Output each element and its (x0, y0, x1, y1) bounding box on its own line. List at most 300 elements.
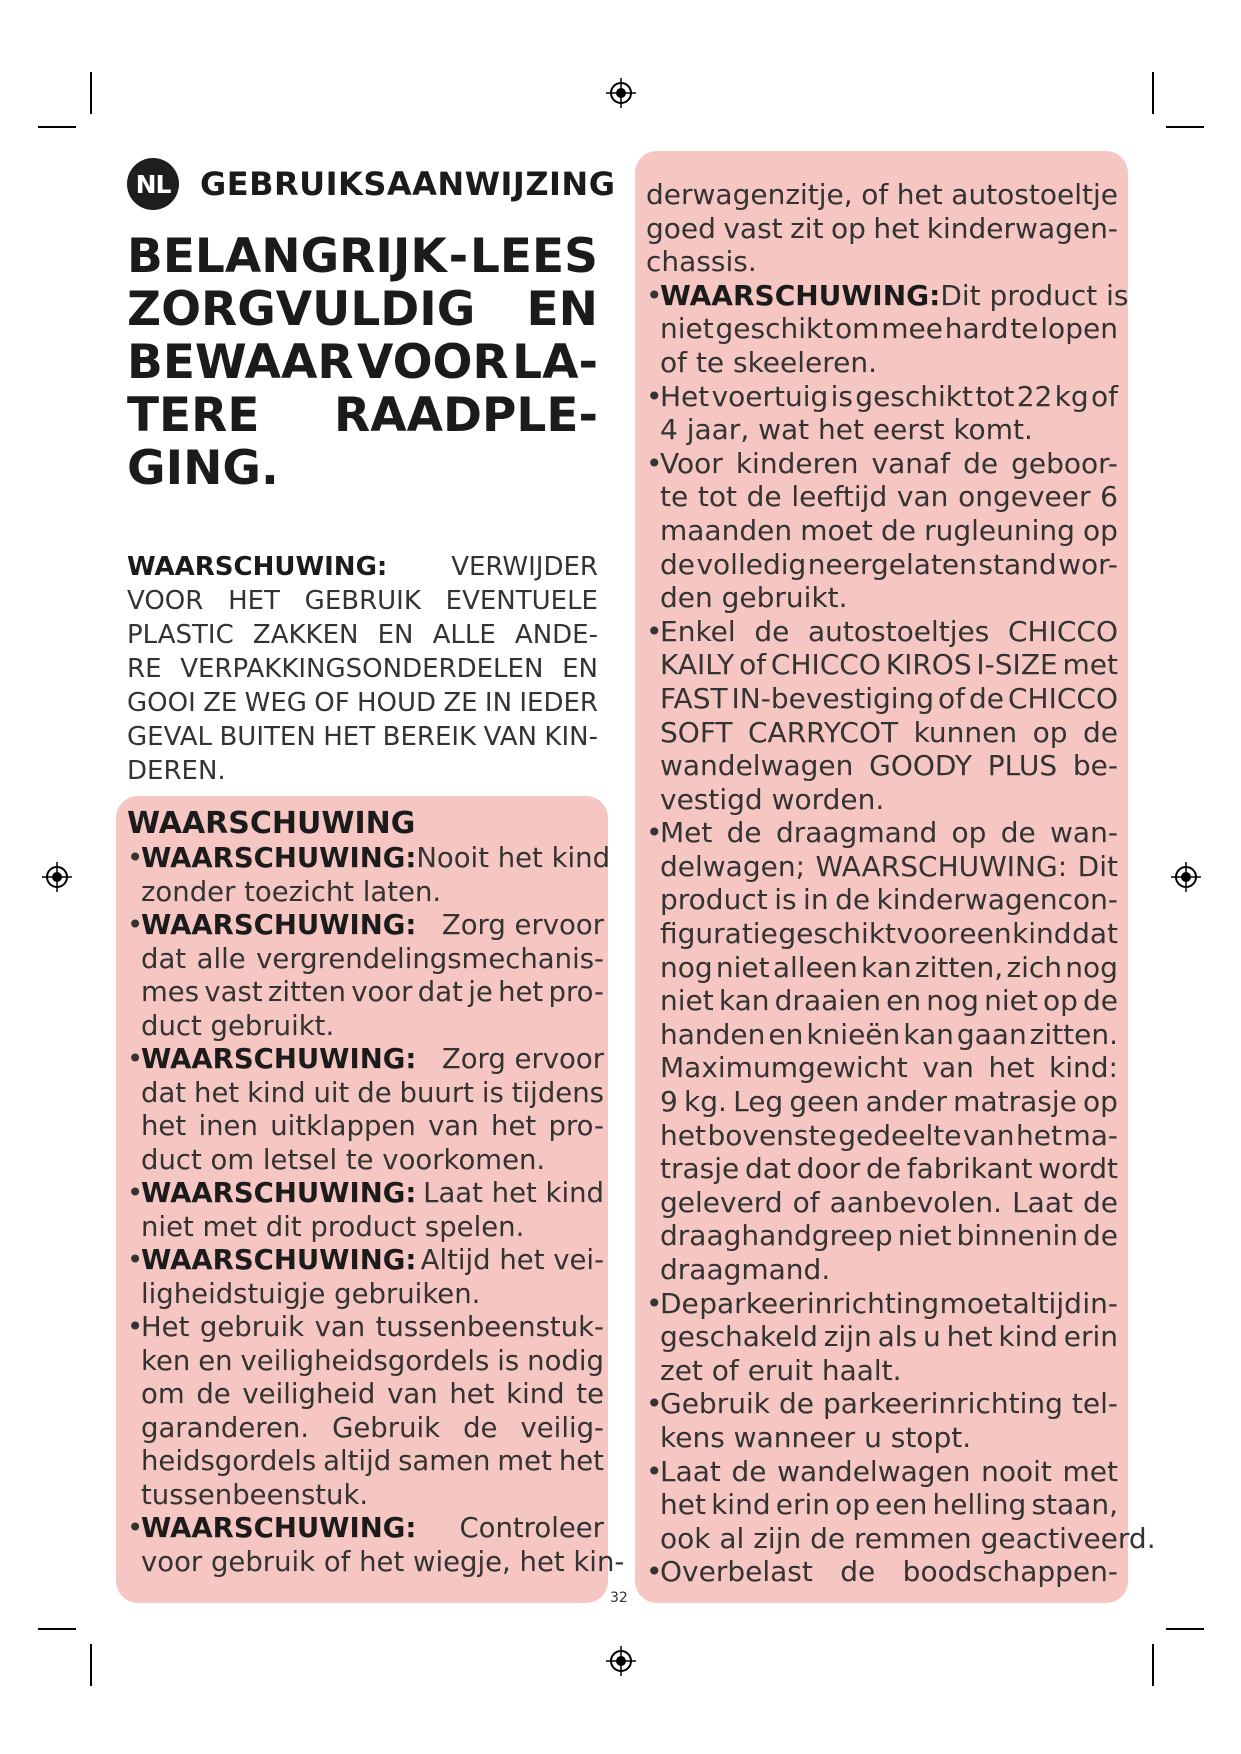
word: draaien (774, 984, 882, 1018)
word: kind (1012, 917, 1072, 951)
word: tijdens (511, 1076, 604, 1109)
word: de (778, 1387, 814, 1421)
word: IN-bevestiging (731, 681, 935, 715)
word: op (1083, 513, 1118, 547)
word: gaan (956, 1017, 1027, 1051)
word: het (896, 178, 943, 211)
word: het (660, 1118, 706, 1152)
word: EN (377, 620, 414, 650)
text-line (127, 584, 598, 618)
word: nog (1065, 950, 1118, 984)
text-line (660, 1018, 1118, 1052)
word: te (576, 1378, 604, 1410)
list-item (127, 909, 604, 1043)
text-line: 4 jaar, wat het eerst komt. (660, 413, 1033, 447)
item-text: Nooit het kind (416, 842, 611, 874)
word: het (1015, 1118, 1062, 1152)
word: op (831, 211, 866, 245)
word: bovenste (707, 1118, 837, 1152)
word: CHICCO (1007, 681, 1118, 715)
word: het (194, 1076, 240, 1109)
word: HET (228, 586, 280, 616)
word: zitten, (914, 950, 1004, 984)
word: product (660, 883, 768, 917)
text-line (646, 178, 1118, 212)
word: in- (1082, 1286, 1118, 1320)
list-item (646, 447, 1118, 615)
word: en (886, 984, 922, 1018)
word: CHICCO (1007, 614, 1118, 648)
word: ander (865, 1085, 947, 1119)
text-line (141, 1412, 604, 1446)
word: hard (944, 312, 1009, 346)
text-line (141, 1445, 604, 1479)
word: in (803, 883, 829, 917)
word: mee (881, 312, 943, 346)
word: ma- (1063, 1118, 1118, 1152)
text-line (141, 976, 604, 1010)
word: staan, (1031, 1488, 1118, 1522)
word: wandelwagen (777, 1454, 971, 1488)
text-line (141, 1311, 604, 1345)
word: nog (660, 950, 713, 984)
word: kg (1054, 379, 1089, 413)
word: buurt (399, 1076, 474, 1109)
word: be- (1072, 749, 1118, 783)
item-text: Controleer (459, 1512, 604, 1544)
text-line (660, 883, 1118, 917)
word: GEVAL (127, 722, 212, 752)
word: figuratie (660, 917, 778, 951)
word: of (739, 648, 767, 682)
heading-line (127, 283, 598, 336)
word: u (922, 1320, 941, 1354)
warning-intro (127, 550, 598, 788)
word: de (660, 547, 695, 581)
word: nodig (527, 1344, 604, 1377)
text-line: of te skeeleren. (660, 345, 878, 379)
word: het (449, 1378, 495, 1410)
text-line: kens wanneer u stopt. (660, 1420, 972, 1454)
text-line: niet met dit product spelen. (141, 1210, 525, 1243)
word: van (896, 480, 949, 514)
warning-heading: WAARSCHUWING (127, 806, 416, 841)
word: erin (775, 1488, 830, 1522)
word: ALLE (432, 620, 496, 650)
word: kan (903, 1017, 954, 1051)
list-item (646, 1454, 1156, 1556)
crop-mark (1166, 1628, 1204, 1630)
text-line: den gebruikt. (660, 581, 848, 615)
word: derwagenzitje, (646, 178, 853, 211)
word: vanaf (871, 446, 950, 480)
registration-mark-icon (606, 1646, 636, 1676)
word: erin (1063, 1320, 1118, 1354)
text-line (660, 716, 1118, 750)
warning-label: • WAARSCHUWING: (141, 1177, 417, 1209)
word: boodschappen- (902, 1555, 1118, 1589)
text-line (660, 682, 1118, 716)
word: parkeerinrichting (823, 1387, 1063, 1421)
word: • Enkel (660, 614, 736, 648)
word: veiligheidsgordels (240, 1344, 490, 1377)
text-line: ligheidstuigje gebruiken. (141, 1277, 481, 1310)
word: EN (562, 654, 598, 684)
word: of (792, 1185, 820, 1219)
word: draaghandgreep (660, 1219, 893, 1253)
word: kind (506, 1378, 565, 1410)
text-line (660, 480, 1118, 514)
text-line (141, 1378, 604, 1412)
text-line (660, 1287, 1118, 1321)
word: VAN (483, 722, 537, 752)
word: • Het (141, 1311, 190, 1343)
language-badge: NL (127, 158, 179, 210)
word: WAARSCHUWING: (815, 849, 1068, 883)
crop-mark (38, 126, 76, 128)
word: het (491, 1110, 537, 1142)
word: • Laat (660, 1454, 721, 1488)
word: neergelaten (807, 547, 977, 581)
list-item (646, 380, 1118, 447)
text-line (646, 212, 1118, 246)
word: zich (1006, 950, 1063, 984)
text-line (660, 984, 1118, 1018)
word: CARRYCOT (748, 715, 899, 749)
word: helling (932, 1488, 1027, 1522)
heading-line (127, 442, 598, 495)
word: zitten. (1029, 1017, 1118, 1051)
word: GEBRUIK (304, 586, 421, 616)
text-line (141, 1177, 604, 1211)
heading-line (127, 230, 598, 283)
word: geleverd (660, 1185, 783, 1219)
word: niet (660, 984, 714, 1018)
list-item (127, 842, 611, 909)
word: volledig (696, 547, 807, 581)
word: een (959, 917, 1012, 951)
word: fabrikant (906, 1152, 1033, 1186)
right-column-text (646, 178, 1156, 1589)
word: dat (745, 1152, 791, 1186)
heading-word: BELANGRIJK (127, 229, 447, 284)
word: ANDE- (514, 620, 598, 650)
word: of (938, 681, 966, 715)
word: CHICCO (770, 648, 881, 682)
word: VOOR (127, 586, 204, 616)
word: BUITEN (219, 722, 316, 752)
word: PLASTIC (127, 620, 234, 650)
text-line (660, 1387, 1118, 1421)
word: de (963, 446, 999, 480)
word: Leg (733, 1085, 784, 1119)
word: maanden (660, 513, 793, 547)
word: veilig- (520, 1411, 604, 1444)
word: geschakeld (660, 1320, 818, 1354)
word: de (731, 1454, 767, 1488)
word: stand (978, 547, 1057, 581)
crop-mark (38, 1628, 76, 1630)
word: en (768, 1017, 804, 1051)
text-line (660, 1119, 1118, 1153)
crop-mark (1152, 72, 1154, 114)
word: de (196, 1378, 231, 1410)
text-line (127, 618, 598, 652)
word: niet (715, 950, 770, 984)
word: voor (351, 976, 413, 1008)
text-line (141, 1110, 604, 1144)
word: EVENTUELE (445, 586, 598, 616)
word: zitten (267, 976, 346, 1008)
heading-word: - (448, 229, 469, 284)
text-line (660, 951, 1118, 985)
text-line (127, 652, 598, 686)
word: ken (141, 1344, 191, 1377)
word: DEREN. (127, 756, 226, 786)
word: de (754, 614, 790, 648)
text-line (127, 550, 598, 584)
text-line (660, 648, 1118, 682)
word: nooit (981, 1454, 1052, 1488)
word: vast (723, 211, 783, 245)
word: kan (861, 950, 912, 984)
registration-mark-icon (1171, 862, 1201, 892)
word: de (1000, 816, 1036, 850)
warning-text: VERWIJDER (451, 552, 598, 582)
word: van (387, 1378, 438, 1410)
list-item (127, 1043, 604, 1177)
word: de (463, 1411, 498, 1444)
word: moet (939, 1286, 1013, 1320)
item-text: Laat het kind (423, 1177, 604, 1209)
list-item (127, 1244, 604, 1311)
text-line (141, 1244, 604, 1278)
word: handen (660, 1017, 766, 1051)
text-line (660, 1152, 1118, 1186)
word: kind (247, 1076, 306, 1109)
word: is (774, 883, 797, 917)
crop-mark (1152, 1644, 1154, 1686)
word: de (1082, 1219, 1118, 1253)
word: RE (127, 654, 162, 684)
heading-word: VOOR (357, 335, 509, 390)
word: zit (790, 211, 824, 245)
word: kind (711, 1488, 771, 1522)
heading-word: GING. (127, 441, 279, 496)
text-line (660, 1455, 1118, 1489)
word: geschikt (715, 312, 834, 346)
word: is (481, 1076, 504, 1109)
word: met (1062, 648, 1118, 682)
word: samen (398, 1445, 491, 1477)
word: het (498, 976, 544, 1008)
text-line (141, 842, 611, 876)
word: FAST (660, 681, 728, 715)
word: binnenin (956, 1219, 1078, 1253)
word: geschikt (855, 379, 973, 413)
text-line (141, 943, 604, 977)
word: de (726, 816, 762, 850)
word: lopen (1040, 312, 1118, 346)
text-line (141, 1345, 604, 1379)
list-item (646, 278, 1129, 380)
list-item (646, 1387, 1118, 1454)
text-line (660, 615, 1118, 649)
text-line (660, 1051, 1118, 1085)
word: tot (975, 379, 1015, 413)
word: kunnen (913, 715, 1018, 749)
heading-word: LA- (512, 335, 598, 390)
word: te (1010, 312, 1039, 346)
word: als (877, 1320, 918, 1354)
word: zijn (823, 1320, 872, 1354)
word: met (497, 1445, 552, 1477)
word: tel- (1071, 1387, 1118, 1421)
word: dat (141, 942, 187, 975)
word: een (875, 1488, 928, 1522)
word: geen (789, 1085, 860, 1119)
word: de (1083, 984, 1118, 1018)
word: uit (313, 1076, 350, 1109)
word: wan- (1050, 816, 1118, 850)
text-line (660, 749, 1118, 783)
word: vast (204, 976, 263, 1008)
text-line (141, 909, 604, 943)
word: is (497, 1344, 520, 1377)
text-line (660, 850, 1118, 884)
list-item (646, 1287, 1118, 1388)
crop-mark (90, 1644, 92, 1686)
word: • De (660, 1286, 699, 1320)
word: matrasje (953, 1085, 1077, 1119)
text-line (127, 720, 598, 754)
warning-label: • WAARSCHUWING: (141, 1512, 417, 1544)
word: tussenbeenstuk- (375, 1311, 604, 1343)
word: PLUS (987, 749, 1058, 783)
heading-word: ZORGVULDIG (127, 282, 476, 337)
word: BEREIK (382, 722, 477, 752)
word: wandelwagen (660, 749, 854, 783)
warning-label: • WAARSCHUWING: (141, 909, 417, 941)
word: ongeveer (958, 480, 1091, 514)
word: kind (998, 1320, 1058, 1354)
word: kinderen (735, 446, 859, 480)
word: ZE (203, 688, 238, 718)
word: leeftijd (791, 480, 888, 514)
word: • Voor (660, 446, 723, 480)
text-line: zonder toezicht laten. (141, 875, 442, 908)
word: of (861, 178, 889, 211)
text-line (660, 1488, 1118, 1522)
word: op (835, 1488, 871, 1522)
page-title: GEBRUIKSAANWIJZING (200, 165, 616, 203)
left-column-text (127, 806, 625, 1579)
important-heading (127, 230, 598, 495)
text-line: zet of eruit haalt. (660, 1353, 902, 1387)
text-line (660, 514, 1118, 548)
warning-label: • WAARSCHUWING: (141, 1244, 417, 1276)
word: kinderwagen- (926, 211, 1118, 245)
word: SOFT (660, 715, 733, 749)
word: kind: (1049, 1051, 1118, 1085)
word: de (835, 883, 871, 917)
word: door (796, 1152, 861, 1186)
word: WEG (244, 688, 307, 718)
word: 6 (1100, 480, 1118, 514)
list-item (646, 615, 1118, 817)
word: moet (800, 513, 873, 547)
text-line (660, 278, 1129, 313)
word: van (922, 1051, 974, 1085)
word: IN (484, 688, 513, 718)
text-line (660, 1320, 1118, 1354)
word: HOUD (356, 688, 437, 718)
word: parkeerinrichting (699, 1286, 940, 1320)
text-line (127, 686, 598, 720)
word: Gebruik (332, 1411, 441, 1444)
text-line (127, 754, 598, 788)
word: voertuig (711, 379, 829, 413)
word: kinderwagencon- (876, 883, 1118, 917)
text-line (660, 447, 1118, 481)
heading-line (127, 336, 598, 389)
word: alle (196, 942, 246, 975)
list-item (127, 1177, 604, 1244)
text-line: draagmand. (660, 1253, 831, 1286)
word: nog (926, 984, 979, 1018)
word: gebruik (199, 1311, 305, 1343)
word: rugleuning (924, 513, 1075, 547)
word: KAILY (660, 648, 735, 682)
heading-word: RAADPLE- (334, 388, 598, 443)
text-line: vestigd worden. (660, 782, 885, 816)
text-line (141, 1043, 604, 1077)
word: van (314, 1311, 366, 1343)
word: altijd (323, 1445, 392, 1477)
word: het (141, 1110, 187, 1142)
text-line: duct gebruikt. (141, 1009, 335, 1042)
warning-label: WAARSCHUWING: (127, 552, 388, 582)
registration-mark-icon (606, 78, 636, 108)
text-line: duct om letsel te voorkomen. (141, 1143, 546, 1176)
word: vergrendelingsmechanis- (256, 942, 604, 975)
word: het (988, 1051, 1035, 1085)
text-line (660, 1186, 1118, 1220)
word: trasje (660, 1152, 740, 1186)
text-line: chassis. (646, 245, 757, 279)
word: te (660, 480, 689, 514)
word: dat (1072, 917, 1118, 951)
text-line (660, 917, 1118, 951)
word: IEDER (519, 688, 598, 718)
word: I-SIZE (976, 648, 1058, 682)
word: je (468, 976, 493, 1008)
word: is (830, 379, 853, 413)
word: ZE (443, 688, 478, 718)
word: heidsgordels (141, 1445, 317, 1477)
list-item (646, 816, 1118, 1286)
text-line (660, 548, 1118, 582)
word: kg. (684, 1085, 727, 1119)
word: niet (984, 984, 1038, 1018)
page-header (127, 158, 615, 210)
word: wordt (1038, 1152, 1118, 1186)
word: van (962, 1118, 1015, 1152)
text-line: voor gebruik of het wiegje, het kin- (141, 1545, 625, 1578)
text-line: tussenbeenstuk. (141, 1478, 369, 1511)
word: met (1062, 1454, 1118, 1488)
word: niet (897, 1219, 952, 1253)
